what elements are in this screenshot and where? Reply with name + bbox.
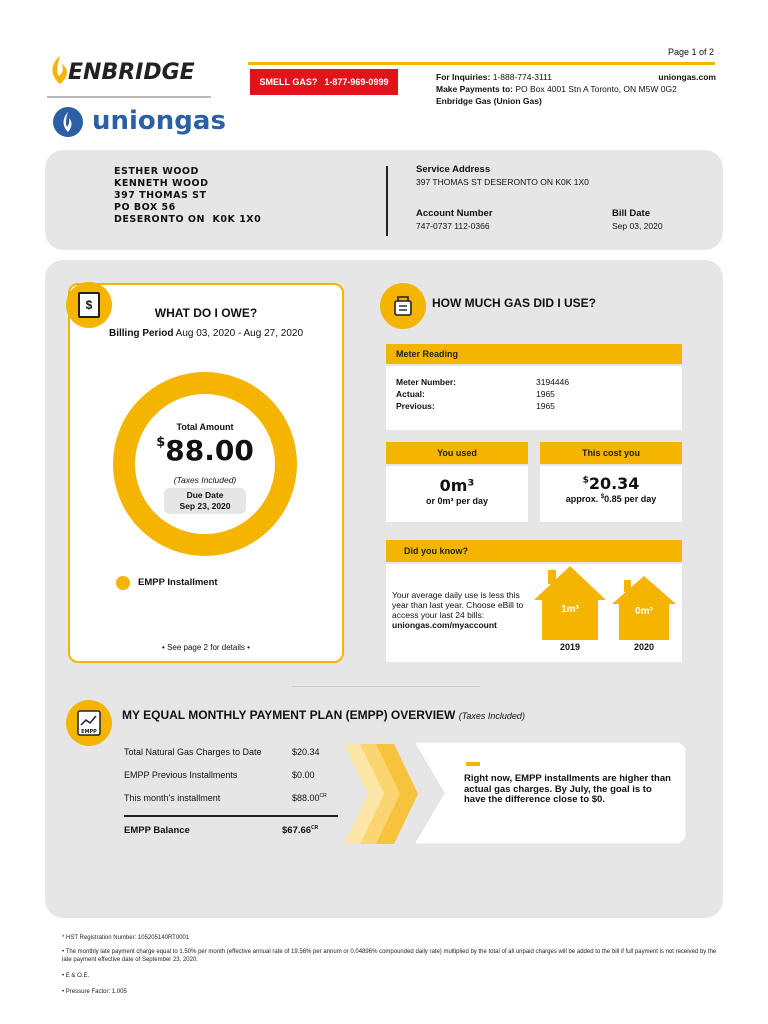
bill-dollar-icon (66, 282, 112, 328)
billing-period-label: Billing Period (108, 328, 174, 339)
mailing-address (114, 166, 261, 226)
uniongas-wordmark: uniongas (92, 106, 226, 136)
footnotes (62, 934, 722, 996)
empp-balance-row (124, 817, 338, 845)
previous-reading: 1965 (536, 401, 555, 411)
usage-title: HOW MUCH GAS DID I USE? (432, 296, 596, 310)
total-amount (112, 434, 298, 467)
you-used-box (386, 466, 528, 522)
house-2019-value: 1m³ (561, 604, 579, 615)
due-date-badge (164, 488, 246, 514)
see-page-2-note: • See page 2 for details • (162, 643, 250, 652)
meter-number-label: Meter Number: (396, 377, 456, 387)
actual-label: Actual: (396, 389, 425, 399)
did-you-know-header: Did you know? (386, 540, 682, 562)
account-number-block (416, 208, 493, 232)
used-per-day: or 0m³ per day (425, 496, 489, 506)
customer-name-1: ESTHER WOOD (114, 166, 199, 177)
empp-title-row (122, 708, 525, 722)
customer-street: 397 THOMAS ST (114, 190, 207, 201)
cost-per-day-prefix: approx. (565, 494, 599, 504)
billing-period-dates: Aug 03, 2020 - Aug 27, 2020 (175, 328, 304, 339)
you-used-header: You used (386, 442, 528, 464)
cost-per-day (540, 494, 682, 504)
website-link[interactable]: uniongas.com (658, 72, 716, 82)
myaccount-link[interactable]: uniongas.com/myaccount (392, 620, 497, 630)
emergency-phone[interactable]: 1-877-969-0999 (324, 77, 389, 87)
empp-row-label: Total Natural Gas Charges to Date (124, 746, 262, 757)
empp-icon-label: EMPP (81, 729, 97, 735)
previous-label: Previous: (396, 401, 435, 411)
empp-row-value: $20.34 (292, 746, 320, 757)
bill-date-block (612, 208, 663, 232)
did-you-know-text (392, 590, 532, 630)
cost-amount: 20.34 (588, 474, 640, 493)
cost-box (540, 466, 682, 522)
section-separator (292, 686, 480, 687)
header-accent-rule (248, 62, 715, 65)
empp-table (124, 740, 338, 845)
empp-row-label: This month's installment (124, 792, 221, 803)
taxes-included-note: (Taxes Included) (173, 475, 237, 485)
enbridge-wordmark: ENBRIDGE (68, 60, 195, 85)
service-address-label: Service Address (416, 164, 491, 175)
smell-gas-label: SMELL GAS? (259, 77, 318, 87)
cost-value (540, 474, 682, 493)
empp-taxes-note: (Taxes Included) (458, 711, 525, 721)
comparison-message: Your average daily use is less this year than last year. Choose eBill to access your last 24 bills: (392, 590, 524, 620)
empp-row-label: EMPP Previous Installments (124, 769, 238, 780)
empp-balance-label: EMPP Balance (124, 825, 190, 836)
account-number-label: Account Number (416, 208, 493, 219)
empp-title: MY EQUAL MONTHLY PAYMENT PLAN (EMPP) OVERVIEW (122, 708, 456, 722)
house-2019-year: 2019 (559, 642, 581, 652)
total-amount-label: Total Amount (176, 422, 234, 432)
payments-address: PO Box 4001 Stn A Toronto, ON M5W 0G2 (515, 84, 677, 94)
page-number: Page 1 of 2 (668, 47, 715, 57)
customer-pobox: PO BOX 56 (114, 202, 176, 213)
actual-reading: 1965 (536, 389, 555, 399)
bill-icon-glyph: $ (78, 292, 100, 318)
service-address: 397 THOMAS ST DESERONTO ON K0K 1X0 (416, 177, 589, 187)
customer-name-2: KENNETH WOOD (114, 178, 209, 189)
table-row (124, 763, 338, 786)
house-2019-icon (534, 566, 606, 640)
house-2020-year: 2020 (633, 642, 655, 652)
empp-row-value: $\$88.00^{CR}$ (292, 792, 327, 803)
empp-row-value: $0.00 (292, 769, 315, 780)
contact-block (436, 71, 716, 107)
billing-period (68, 328, 344, 339)
legend-empp: EMPP Installment (138, 577, 218, 588)
cost-currency: $ (582, 475, 589, 486)
table-row (124, 740, 338, 763)
total-currency: $ (156, 435, 166, 450)
empp-chart-icon (66, 700, 112, 746)
meter-reading-header: Meter Reading (386, 344, 682, 364)
this-cost-you-header: This cost you (540, 442, 682, 464)
due-date: Sep 23, 2020 (179, 501, 231, 511)
account-number: 747-0737 112-0366 (416, 221, 490, 231)
empp-balance-value: $\$67.66^{CR}$ (282, 824, 319, 837)
inquiries-phone[interactable]: 1-888-774-3111 (492, 72, 552, 82)
empp-message: Right now, EMPP installments are higher than actual gas charges. By July, the goal is to have the difference close to $0. (464, 773, 671, 805)
smell-gas-banner (250, 69, 398, 95)
used-value: 0m³ (439, 476, 475, 495)
gas-meter-icon (380, 283, 426, 329)
cost-per-day-currency: $ (600, 494, 605, 500)
service-address-block (416, 164, 589, 188)
owe-title: WHAT DO I OWE? (154, 306, 258, 320)
total-amount-value: 88.00 (165, 434, 254, 467)
late-payment-note: • The monthly late payment charge equal to 1.50% per month (effective annual rate of 19.56% per annum or 0.04896% compounded daily rate) multiplied by the total of all unpaid charges will be added to the bill if full payment is not received by the late payment effective date of September 23, 2020. (62, 949, 717, 963)
pressure-factor: • Pressure Factor: 1.005 (62, 989, 127, 995)
eoe-note: • E & O.E. (62, 973, 90, 979)
logo-divider (47, 96, 211, 98)
legend-swatch (116, 576, 130, 590)
meter-number: 3194446 (536, 377, 570, 387)
hst-number: * HST Registration Number: 105205140RT0001 (62, 935, 190, 941)
payments-label: Make Payments to: (436, 84, 513, 94)
payments-company: Enbridge Gas (Union Gas) (436, 96, 542, 106)
due-date-label: Due Date (186, 490, 224, 500)
inquiries-label: For Inquiries: (436, 72, 491, 82)
bill-date: Sep 03, 2020 (612, 221, 663, 231)
uniongas-flame-icon (52, 106, 84, 138)
house-2020-value: 0m³ (635, 606, 653, 617)
enbridge-logo (46, 52, 216, 96)
bill-date-label: Bill Date (612, 208, 651, 219)
cost-per-day-value: 0.85 per day (604, 494, 657, 504)
table-row (124, 786, 338, 809)
meter-reading-box (386, 366, 682, 430)
address-divider (386, 166, 388, 236)
customer-city: DESERONTO ON K0K 1X0 (114, 214, 262, 225)
